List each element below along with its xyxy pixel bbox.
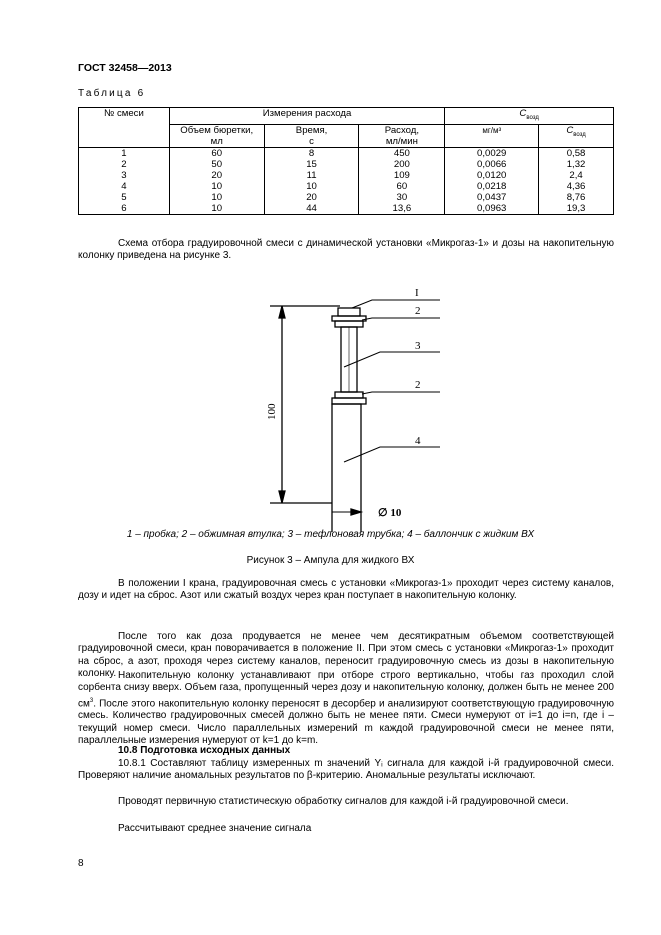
paragraph-4: 10.8.1 Составляют таблицу измеренных m значений Yᵢ сигнала для каждой i-й градуировочной смеси. Проверяют наличие аномальных результатов по β-критерию. Аномальные результаты исключают. — [78, 758, 614, 782]
cell: 50 — [169, 159, 264, 170]
label-2-upper: 2 — [415, 305, 421, 317]
cell: 200 — [359, 159, 445, 170]
cell: 30 — [359, 192, 445, 203]
cell: 0,0066 — [445, 159, 539, 170]
leader-line-1 — [352, 300, 440, 308]
cell: 19,3 — [539, 203, 614, 215]
upper-ferrule-ring — [335, 321, 363, 327]
cell: 10 — [264, 181, 359, 192]
header-flow-rate: Расход, мл/мин — [359, 124, 445, 147]
arrow-head — [279, 306, 285, 318]
cell: 60 — [169, 147, 264, 159]
paragraph-2: После того как доза продувается не менее чем десятикратным объемом соответствующей градуировочной смеси, кран поворачивается в положение II. При этом смесь с установки «Микрогаз-1» проходит на сброс, а азот, проходя через систему каналов, переносит градуировочную смесь из дозы в накопительную колонку. — [78, 631, 614, 679]
cell: 13,6 — [359, 203, 445, 215]
header-unit: мг/м³ — [445, 124, 539, 147]
label-3: 3 — [415, 340, 421, 352]
dimension-100: 100 — [266, 403, 278, 420]
lower-ferrule — [335, 392, 363, 398]
section-heading: 10.8 Подготовка исходных данных — [118, 745, 291, 756]
table-row — [79, 203, 614, 215]
cell: 1 — [79, 147, 170, 159]
cell: 109 — [359, 170, 445, 181]
data-table — [78, 107, 614, 215]
cell: 2 — [79, 159, 170, 170]
cell: 15 — [264, 159, 359, 170]
table-caption: Таблица 6 — [78, 88, 146, 99]
label-1: I — [415, 287, 419, 299]
label-4: 4 — [415, 435, 421, 447]
cell: 4,36 — [539, 181, 614, 192]
document-header: ГОСТ 32458—2013 — [78, 62, 172, 74]
cell: 20 — [264, 192, 359, 203]
cell: 3 — [79, 170, 170, 181]
ampoule-figure — [240, 282, 440, 532]
paragraph-5: Проводят первичную статистическую обработку сигналов для каждой i-й градуировочной смеси. — [118, 796, 569, 807]
stopper — [338, 308, 360, 316]
cell: 0,0963 — [445, 203, 539, 215]
leader-line-3 — [344, 352, 440, 367]
table-row — [79, 181, 614, 192]
cell: 450 — [359, 147, 445, 159]
upper-ferrule — [332, 316, 366, 321]
table-row — [79, 147, 614, 159]
header-c-air-2: $С_{возд}$ — [539, 124, 614, 147]
cell: 5 — [79, 192, 170, 203]
cell: 44 — [264, 203, 359, 215]
cell: 6 — [79, 203, 170, 215]
table-header-row — [79, 108, 614, 125]
cell: 2,4 — [539, 170, 614, 181]
arrow-head — [279, 491, 285, 503]
cell: 10 — [169, 203, 264, 215]
cell: 8,76 — [539, 192, 614, 203]
header-c-air: $С_{возд}$ — [445, 108, 614, 125]
page-number: 8 — [78, 858, 84, 869]
header-burette-volume: Объем бюретки, мл — [169, 124, 264, 147]
diameter-10: ∅ 10 — [378, 507, 402, 519]
cell: 60 — [359, 181, 445, 192]
lower-ferrule-ring — [332, 398, 366, 404]
cell: 10 — [169, 192, 264, 203]
cell: 0,58 — [539, 147, 614, 159]
header-mix-number: № смеси — [79, 108, 170, 148]
cell: 4 — [79, 181, 170, 192]
cell: 0,0029 — [445, 147, 539, 159]
cell: 1,32 — [539, 159, 614, 170]
cell: 0,0218 — [445, 181, 539, 192]
paragraph-6: Рассчитывают среднее значение сигнала — [118, 823, 312, 834]
paragraph-1: В положении I крана, градуировочная смесь с установки «Микрогаз-1» проходит через систему каналов, дозу и идет на сброс. Азот или сжатый воздух через кран поступает в накопительную колонку. — [78, 578, 614, 602]
cell: 11 — [264, 170, 359, 181]
leader-line-4 — [344, 447, 440, 462]
table-row — [79, 170, 614, 181]
arrow-head — [351, 509, 361, 515]
cell: 10 — [169, 181, 264, 192]
intro-paragraph: Схема отбора градуировочной смеси с динамической установки «Микрогаз-1» и дозы на накопительную колонку приведена на рисунке 3. — [78, 238, 614, 262]
figure-legend: 1 – пробка; 2 – обжимная втулка; 3 – тефлоновая трубка; 4 – баллончик с жидким ВХ — [126, 529, 535, 540]
cell: 0,0437 — [445, 192, 539, 203]
paragraph-3: Накопительную колонку устанавливают при отборе строго вертикально, чтобы газ проходил слой сорбента снизу вверх. Объем газа, пропущенный через дозу и накопительную колонку, должен быть не менее 200 $см^3$. После этого накопительную колонку переносят в десорбер и анализируют соответствующую градуировочную смесь. Количество градуировочных смесей должно быть не менее пяти. Смеси нумеруют от i=1 до i=n, где i – текущий номер смеси. Число параллельных измерений m каждой градуировочной смеси не менее пяти, параллельные измерения нумеруют от k=1 до k=m. — [78, 670, 614, 746]
leader-line-2b — [362, 392, 440, 394]
table-row — [79, 159, 614, 170]
label-2-lower: 2 — [415, 379, 421, 391]
table-row — [79, 192, 614, 203]
figure-caption: Рисунок 3 – Ампула для жидкого ВХ — [246, 555, 415, 566]
leader-line-2a — [362, 318, 440, 320]
header-time: Время, с — [264, 124, 359, 147]
header-flow-measurements: Измерения расхода — [169, 108, 445, 125]
cell: 8 — [264, 147, 359, 159]
cell: 20 — [169, 170, 264, 181]
cell: 0,0120 — [445, 170, 539, 181]
